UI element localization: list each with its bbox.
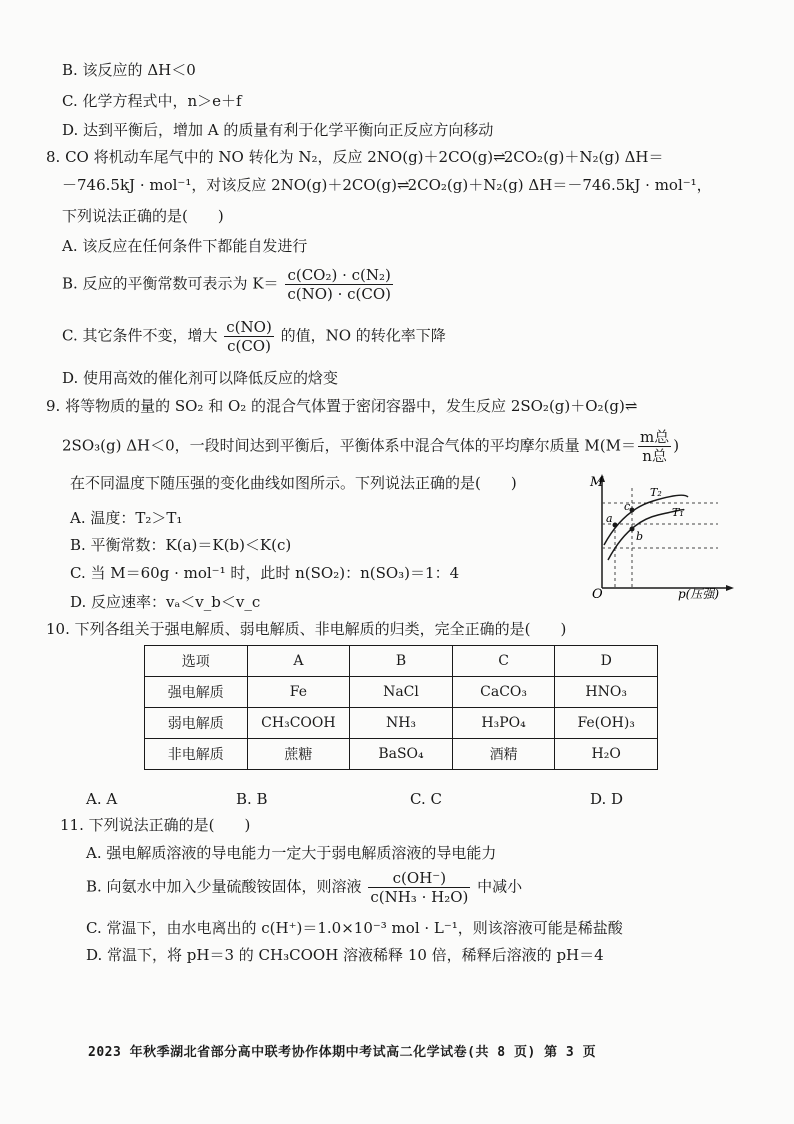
q8-option-d: D. 使用高效的催化剂可以降低反应的焓变: [62, 369, 339, 387]
q10-stem: 10. 下列各组关于强电解质、弱电解质、非电解质的归类，完全正确的是( ): [46, 620, 567, 638]
point-a-label: a: [606, 512, 613, 525]
q9-pressure-graph: [578, 470, 738, 605]
origin-label: O: [592, 587, 603, 602]
molar-mass-fraction: $\frac{\text{m总}}{\text{n总}}$: [640, 428, 670, 465]
equilibrium-arrow: ⇌: [493, 148, 504, 166]
table-cell: H₂O: [555, 739, 658, 770]
q10-electrolyte-table: [144, 645, 658, 770]
equilibrium-arrow: ⇌: [397, 176, 408, 194]
curve-t1-label: T₁: [672, 506, 684, 519]
table-row: [145, 739, 658, 770]
q8-option-b: B. 反应的平衡常数可表示为 K＝ $\frac{\text{c(CO₂) · c(N₂)}}{c(NO) \cdot c(CO)}$: [62, 266, 392, 303]
page-footer: 2023 年秋季湖北省部分高中联考协作体期中考试高二化学试卷(共 8 页) 第 3 页: [88, 1045, 597, 1060]
table-header-cell: 选项: [145, 646, 248, 677]
table-cell: NaCl: [350, 677, 453, 708]
q8-option-c: C. 其它条件不变，增大 $\frac{c(NO)}{c(CO)}$ 的值，NO 的转化率下降: [62, 318, 446, 355]
point-a-marker: [613, 523, 618, 528]
table-cell: Fe: [247, 677, 350, 708]
table-cell: 弱电解质: [145, 708, 248, 739]
q9-stem-line1: 9. 将等物质的量的 SO₂ 和 O₂ 的混合气体置于密闭容器中，发生反应 2SO₂(g)＋O₂(g)⇌: [46, 397, 636, 415]
concentration-ratio-fraction: $\frac{c(NO)}{c(CO)}$: [226, 318, 272, 355]
q10-option-a: A. A: [86, 790, 118, 808]
table-cell: 酒精: [452, 739, 555, 770]
q10-option-d: D. D: [590, 790, 624, 808]
table-header-row: [145, 646, 658, 677]
y-axis-label: M: [590, 475, 604, 490]
equilibrium-arrow: ⇌: [624, 397, 636, 415]
hydroxide-ratio-fraction: $\frac{c(OH^-)}{\text{c(NH₃ · H₂O)}}$: [370, 869, 469, 906]
point-b-marker: [630, 527, 635, 532]
q11-option-b: B. 向氨水中加入少量硫酸铵固体，则溶液 $\frac{c(OH^-)}{\text{c(NH₃ · H₂O)}}$ 中减小: [86, 869, 523, 906]
table-cell: Fe(OH)₃: [555, 708, 658, 739]
table-cell: HNO₃: [555, 677, 658, 708]
x-axis-arrow: [726, 585, 734, 591]
curve-t2-label: T₂: [650, 486, 662, 499]
q9-option-d: D. 反应速率：vₐ＜v_b＜v_c: [70, 593, 261, 611]
q10-option-b: B. B: [236, 790, 268, 808]
point-c-marker: [630, 508, 635, 513]
q7-option-b: B. 该反应的 ΔH＜0: [62, 61, 196, 79]
q8-option-a: A. 该反应在任何条件下都能自发进行: [62, 237, 308, 255]
q8-stem-line3: 下列说法正确的是( ): [62, 207, 224, 225]
point-c-label: c: [624, 500, 631, 513]
q9-stem-line3: 在不同温度下随压强的变化曲线如图所示。下列说法正确的是( ): [70, 474, 517, 492]
q11-stem: 11. 下列说法正确的是( ): [60, 816, 251, 834]
table-cell: CH₃COOH: [247, 708, 350, 739]
point-b-label: b: [636, 530, 644, 543]
table-row: [145, 708, 658, 739]
table-header-cell: A: [247, 646, 350, 677]
table-cell: H₃PO₄: [452, 708, 555, 739]
x-axis-label: p(压强): [678, 587, 720, 601]
q8-stem-line1: 8. CO 将机动车尾气中的 NO 转化为 N₂，反应 2NO(g)＋2CO(g)⇌2CO₂(g)＋N₂(g) ΔH＝: [46, 148, 664, 166]
equilibrium-constant-fraction: $\frac{\text{c(CO₂) · c(N₂)}}{c(NO) \cdot c(CO)}$: [287, 266, 392, 303]
q7-option-d: D. 达到平衡后，增加 A 的质量有利于化学平衡向正反应方向移动: [62, 121, 494, 139]
q7-option-c: C. 化学方程式中，n＞e＋f: [62, 92, 242, 110]
q11-option-a: A. 强电解质溶液的导电能力一定大于弱电解质溶液的导电能力: [86, 844, 497, 862]
table-header-cell: C: [452, 646, 555, 677]
q10-option-c: C. C: [410, 790, 442, 808]
q8-stem-line2: －746.5kJ · mol⁻¹，对该反应 2NO(g)＋2CO(g)⇌2CO₂(g)＋N₂(g) ΔH＝－746.5kJ · mol⁻¹，: [62, 176, 712, 194]
table-cell: 强电解质: [145, 677, 248, 708]
q9-option-a: A. 温度：T₂＞T₁: [70, 509, 183, 527]
table-cell: CaCO₃: [452, 677, 555, 708]
table-row: [145, 677, 658, 708]
q11-option-d: D. 常温下，将 pH＝3 的 CH₃COOH 溶液稀释 10 倍，稀释后溶液的 pH＝4: [86, 946, 604, 964]
table-cell: BaSO₄: [350, 739, 453, 770]
q11-option-c: C. 常温下，由水电离出的 c(H⁺)＝1.0×10⁻³ mol · L⁻¹，则该溶液可能是稀盐酸: [86, 919, 623, 937]
table-header-cell: D: [555, 646, 658, 677]
q9-option-b: B. 平衡常数：K(a)＝K(b)＜K(c): [70, 536, 292, 554]
q9-option-c: C. 当 M＝60g · mol⁻¹ 时，此时 n(SO₂)：n(SO₃)＝1：4: [70, 564, 460, 582]
q9-stem-line2: 2SO₃(g) ΔH＜0，一段时间达到平衡后，平衡体系中混合气体的平均摩尔质量 M(M＝ $\frac{\text{m总}}{\text{n总}}$ ): [62, 428, 680, 465]
table-cell: NH₃: [350, 708, 453, 739]
table-cell: 非电解质: [145, 739, 248, 770]
table-header-cell: B: [350, 646, 453, 677]
table-cell: 蔗糖: [247, 739, 350, 770]
